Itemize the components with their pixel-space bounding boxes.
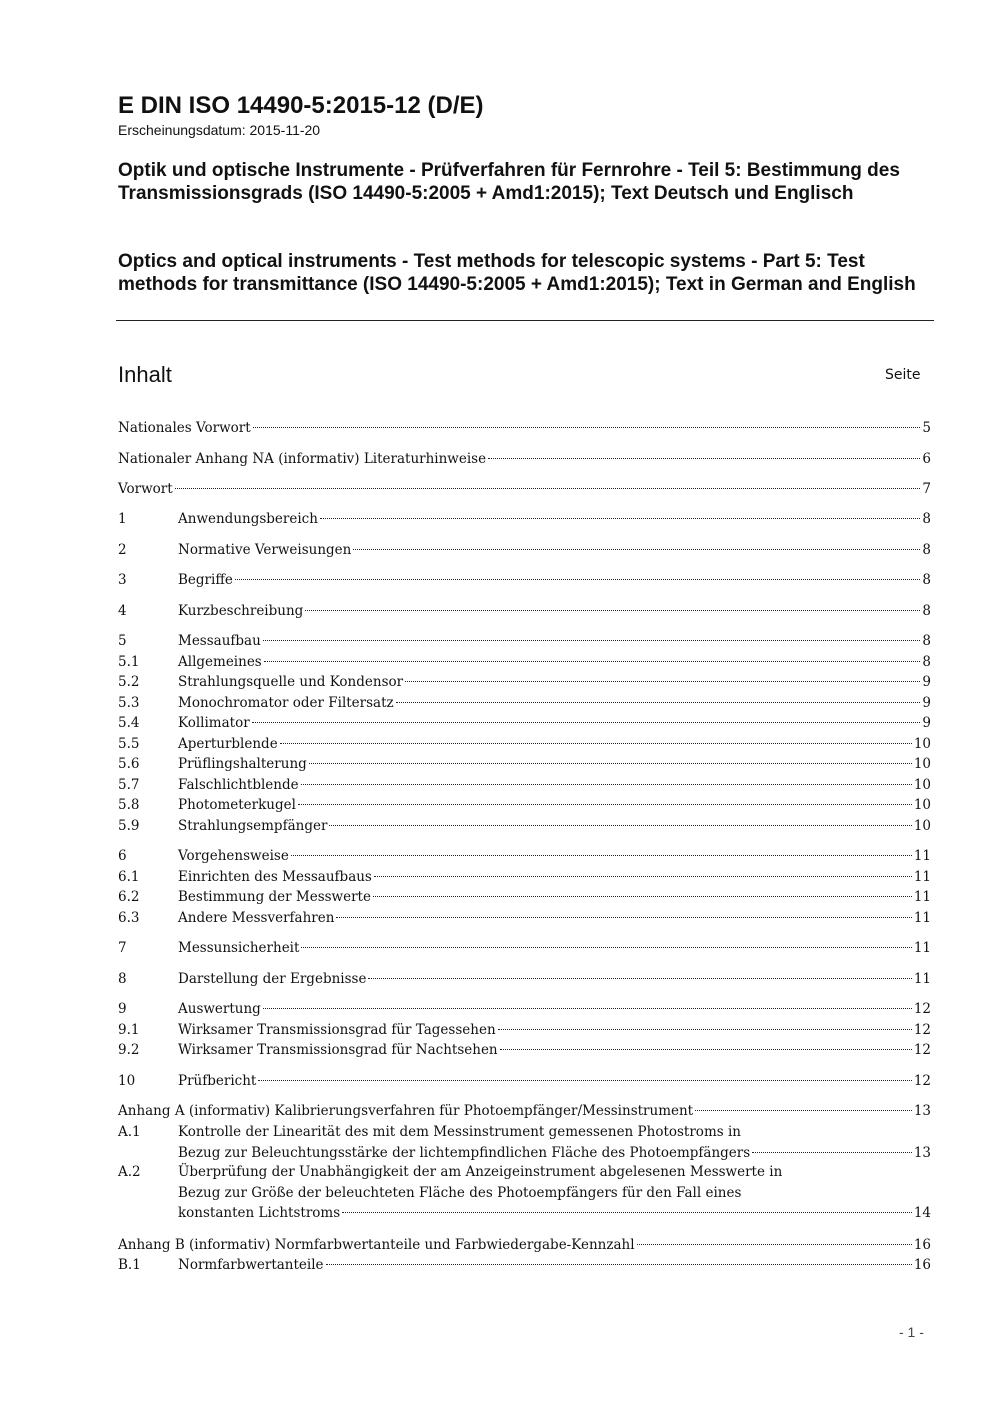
toc-entry[interactable] — [118, 775, 931, 796]
toc-entry[interactable] — [118, 754, 931, 775]
toc-entry-page: 13 — [913, 1144, 931, 1161]
toc-dot-leader — [637, 1244, 912, 1245]
toc-entry[interactable] — [118, 867, 931, 888]
footer-page-number: - 1 - — [899, 1324, 924, 1340]
toc-entry-title: Nationaler Anhang NA (informativ) Literaturhinweise — [118, 451, 487, 467]
title-english: Optics and optical instruments - Test methods for telescopic systems - Part 5: Test methods for transmittance (ISO 14490-5:2005 + Amd1:2015); Text in German and English — [118, 251, 916, 295]
toc-entry-number: 1 — [118, 511, 127, 527]
toc-entry-title: Kollimator — [178, 715, 250, 731]
toc-dot-leader — [305, 610, 920, 611]
toc-entry[interactable] — [118, 693, 931, 714]
toc-dot-leader — [373, 896, 912, 897]
toc-dot-leader — [298, 804, 912, 805]
toc-entry-title: Messunsicherheit — [178, 940, 300, 956]
toc-dot-leader — [336, 917, 911, 918]
toc-dot-leader — [301, 947, 911, 948]
toc-entry-page: 11 — [913, 971, 931, 987]
toc-entry-number: 5.9 — [118, 818, 140, 834]
toc-entry-title: Messaufbau — [178, 633, 261, 649]
toc-dot-leader — [258, 1080, 912, 1081]
toc-dot-leader — [695, 1110, 912, 1111]
toc-entry-number: 5.6 — [118, 756, 140, 772]
toc-entry-title: Falschlichtblende — [178, 777, 299, 793]
toc-dot-leader — [252, 722, 921, 723]
toc-entry-number: 5 — [118, 633, 127, 649]
toc-dot-leader — [329, 825, 911, 826]
toc-entry[interactable] — [118, 1162, 931, 1224]
toc-entry-page: 6 — [922, 451, 931, 467]
toc-entry-page: 12 — [913, 1042, 931, 1058]
toc-entry-number: 5.7 — [118, 777, 140, 793]
toc-entry-page: 10 — [913, 818, 931, 834]
toc-entry-page: 8 — [922, 633, 931, 649]
toc-entry-page: 8 — [922, 511, 931, 527]
toc-entry-page: 9 — [922, 715, 931, 731]
toc-entry[interactable] — [118, 795, 931, 816]
toc-dot-leader — [500, 1049, 912, 1050]
toc-entry-title: Prüflingshalterung — [178, 756, 307, 772]
toc-entry-page: 5 — [922, 420, 931, 436]
toc-entry[interactable] — [118, 1040, 931, 1061]
toc-entry-number: 6 — [118, 848, 127, 864]
toc-entry[interactable] — [118, 479, 931, 500]
toc-entry[interactable] — [118, 999, 931, 1020]
toc-entry[interactable] — [118, 570, 931, 591]
toc-entry-title: Einrichten des Messaufbaus — [178, 869, 372, 885]
toc-entry-title: Vorwort — [118, 481, 173, 497]
publication-date: Erscheinungsdatum: 2015-11-20 — [118, 122, 321, 138]
toc-entry-page: 7 — [922, 481, 931, 497]
toc-entry[interactable] — [118, 1235, 931, 1256]
toc-entry-page: 11 — [913, 910, 931, 926]
toc-entry-page: 8 — [922, 542, 931, 558]
toc-dot-leader — [498, 1029, 912, 1030]
toc-entry-number: 5.3 — [118, 695, 140, 711]
toc-entry-page: 11 — [913, 848, 931, 864]
toc-entry-title: Auswertung — [178, 1001, 261, 1017]
toc-entry[interactable] — [118, 713, 931, 734]
toc-entry[interactable] — [118, 652, 931, 673]
toc-entry-title: Vorgehensweise — [178, 848, 289, 864]
toc-entry-title: Prüfbericht — [178, 1073, 257, 1089]
toc-entry[interactable] — [118, 734, 931, 755]
toc-entry-title: Anhang B (informativ) Normfarbwertanteile und Farbwiedergabe-Kennzahl — [118, 1237, 635, 1253]
toc-dot-leader — [263, 1008, 912, 1009]
toc-entry-number: 10 — [118, 1073, 136, 1089]
toc-entry[interactable] — [118, 1122, 931, 1163]
toc-entry-number: 5.5 — [118, 736, 140, 752]
toc-entry-number: 5.2 — [118, 674, 140, 690]
toc-entry[interactable] — [118, 672, 931, 693]
toc-entry[interactable] — [118, 418, 931, 439]
toc-entry-number: A.2 — [118, 1164, 141, 1180]
toc-entry-title: Aperturblende — [178, 736, 278, 752]
toc-dot-leader — [320, 518, 920, 519]
toc-dot-leader — [353, 549, 920, 550]
toc-dot-leader — [264, 661, 921, 662]
toc-entry[interactable] — [118, 449, 931, 470]
toc-entry-number: 6.1 — [118, 869, 140, 885]
toc-dot-leader — [368, 978, 911, 979]
toc-entry-title: Andere Messverfahren — [178, 910, 335, 926]
toc-entry-number: 9.2 — [118, 1042, 140, 1058]
toc-entry-title: Anhang A (informativ) Kalibrierungsverfahren für Photoempfänger/Messinstrument — [118, 1103, 694, 1119]
toc-entry-title-line: Bezug zur Größe der beleuchteten Fläche des Photoempfängers für den Fall eines — [178, 1184, 742, 1201]
toc-dot-leader — [342, 1212, 912, 1213]
toc-entry-number: 7 — [118, 940, 127, 956]
toc-entry-number: 6.3 — [118, 910, 140, 926]
title-german: Optik und optische Instrumente - Prüfverfahren für Fernrohre - Teil 5: Bestimmung des Transmissionsgrads (ISO 14490-5:2005 + Amd1:2015); Text Deutsch und Englisch — [118, 160, 900, 204]
toc-entry[interactable] — [118, 601, 931, 622]
toc-entry-page: 13 — [913, 1103, 931, 1119]
toc-entry-page: 10 — [913, 736, 931, 752]
toc-entry-number: 5.4 — [118, 715, 140, 731]
document-title: E DIN ISO 14490-5:2015-12 (D/E) — [118, 92, 484, 119]
toc-entry-page: 10 — [913, 797, 931, 813]
toc-dot-leader — [175, 488, 921, 489]
toc-entry-page: 16 — [913, 1237, 931, 1253]
toc-entry-page: 12 — [913, 1001, 931, 1017]
toc-entry-title-line: Überprüfung der Unabhängigkeit der am Anzeigeinstrument abgelesenen Messwerte in — [178, 1164, 783, 1180]
toc-entry-title: Strahlungsempfänger — [178, 818, 328, 834]
toc-entry[interactable] — [118, 1071, 931, 1092]
toc-dot-leader — [488, 458, 920, 459]
toc-entry-number: 6.2 — [118, 889, 140, 905]
toc-entry-page: 9 — [922, 674, 931, 690]
toc-dot-leader — [301, 784, 912, 785]
toc-entry-page: 8 — [922, 654, 931, 670]
toc-entry-page: 9 — [922, 695, 931, 711]
toc-dot-leader — [405, 681, 920, 682]
title-divider — [116, 320, 934, 321]
toc-entry[interactable] — [118, 1020, 931, 1041]
toc-entry-number: 5.8 — [118, 797, 140, 813]
toc-entry-title: Begriffe — [178, 572, 233, 588]
toc-dot-leader — [263, 640, 921, 641]
toc-entry-number: 8 — [118, 971, 127, 987]
toc-heading: Inhalt — [118, 362, 172, 387]
toc-dot-leader — [235, 579, 921, 580]
toc-entry-page: 16 — [913, 1257, 931, 1273]
toc-entry-number: 2 — [118, 542, 127, 558]
toc-entry[interactable] — [118, 938, 931, 959]
toc-entry-page: 12 — [913, 1073, 931, 1089]
toc-entry-title: Strahlungsquelle und Kondensor — [178, 674, 404, 690]
toc-entry[interactable] — [118, 887, 931, 908]
toc-entry[interactable] — [118, 846, 931, 867]
toc-entry-title: Nationales Vorwort — [118, 420, 251, 436]
toc-entry-title: Photometerkugel — [178, 797, 296, 813]
toc-page-column-label: Seite — [885, 367, 921, 383]
toc-entry-page: 14 — [913, 1205, 931, 1221]
toc-entry[interactable] — [118, 1255, 931, 1276]
toc-entry-title: Wirksamer Transmissionsgrad für Nachtsehen — [178, 1042, 498, 1058]
toc-entry[interactable] — [118, 540, 931, 561]
toc-dot-leader — [326, 1264, 912, 1265]
toc-entry-page: 11 — [913, 869, 931, 885]
toc-dot-leader — [309, 763, 912, 764]
toc-entry-title: Anwendungsbereich — [178, 511, 318, 527]
toc-entry-title: Kurzbeschreibung — [178, 603, 304, 619]
toc-entry[interactable] — [118, 1101, 931, 1122]
toc-entry[interactable] — [118, 631, 931, 652]
toc-dot-leader — [396, 702, 921, 703]
toc-entry-title: Bezug zur Beleuchtungsstärke der lichtempfindlichen Fläche des Photoempfängers — [178, 1144, 751, 1161]
toc-entry-title: konstanten Lichtstroms — [178, 1205, 341, 1221]
toc-entry-page: 8 — [922, 572, 931, 588]
toc-entry-page: 11 — [913, 940, 931, 956]
toc-entry-number: 5.1 — [118, 654, 140, 670]
toc-entry[interactable] — [118, 509, 931, 530]
toc-entry-page: 8 — [922, 603, 931, 619]
toc-entry-title: Allgemeines — [178, 654, 262, 670]
toc-entry-page: 12 — [913, 1022, 931, 1038]
toc-entry-title: Normative Verweisungen — [178, 542, 352, 558]
toc-entry-title: Normfarbwertanteile — [178, 1257, 324, 1273]
toc-entry[interactable] — [118, 969, 931, 990]
toc-entry[interactable] — [118, 816, 931, 837]
toc-dot-leader — [291, 855, 912, 856]
toc-entry-title: Wirksamer Transmissionsgrad für Tagessehen — [178, 1022, 496, 1038]
toc-entry-page: 11 — [913, 889, 931, 905]
toc-entry-page: 10 — [913, 756, 931, 772]
toc-dot-leader — [752, 1152, 912, 1153]
toc-entry-number: B.1 — [118, 1257, 141, 1273]
toc-entry-number: 3 — [118, 572, 127, 588]
toc-entry-title: Bestimmung der Messwerte — [178, 889, 371, 905]
toc-dot-leader — [280, 743, 912, 744]
toc-entry-title-line: Kontrolle der Linearität des mit dem Messinstrument gemessenen Photostroms in — [178, 1124, 741, 1140]
toc-entry-title: Monochromator oder Filtersatz — [178, 695, 394, 711]
toc-entry-number: A.1 — [118, 1124, 141, 1140]
toc-dot-leader — [253, 427, 921, 428]
toc-dot-leader — [374, 876, 912, 877]
toc-entry-page: 10 — [913, 777, 931, 793]
toc-entry-number: 9 — [118, 1001, 127, 1017]
toc-entry-number: 4 — [118, 603, 127, 619]
toc-entry-number: 9.1 — [118, 1022, 140, 1038]
toc-entry-title: Darstellung der Ergebnisse — [178, 971, 367, 987]
toc-entry[interactable] — [118, 908, 931, 929]
